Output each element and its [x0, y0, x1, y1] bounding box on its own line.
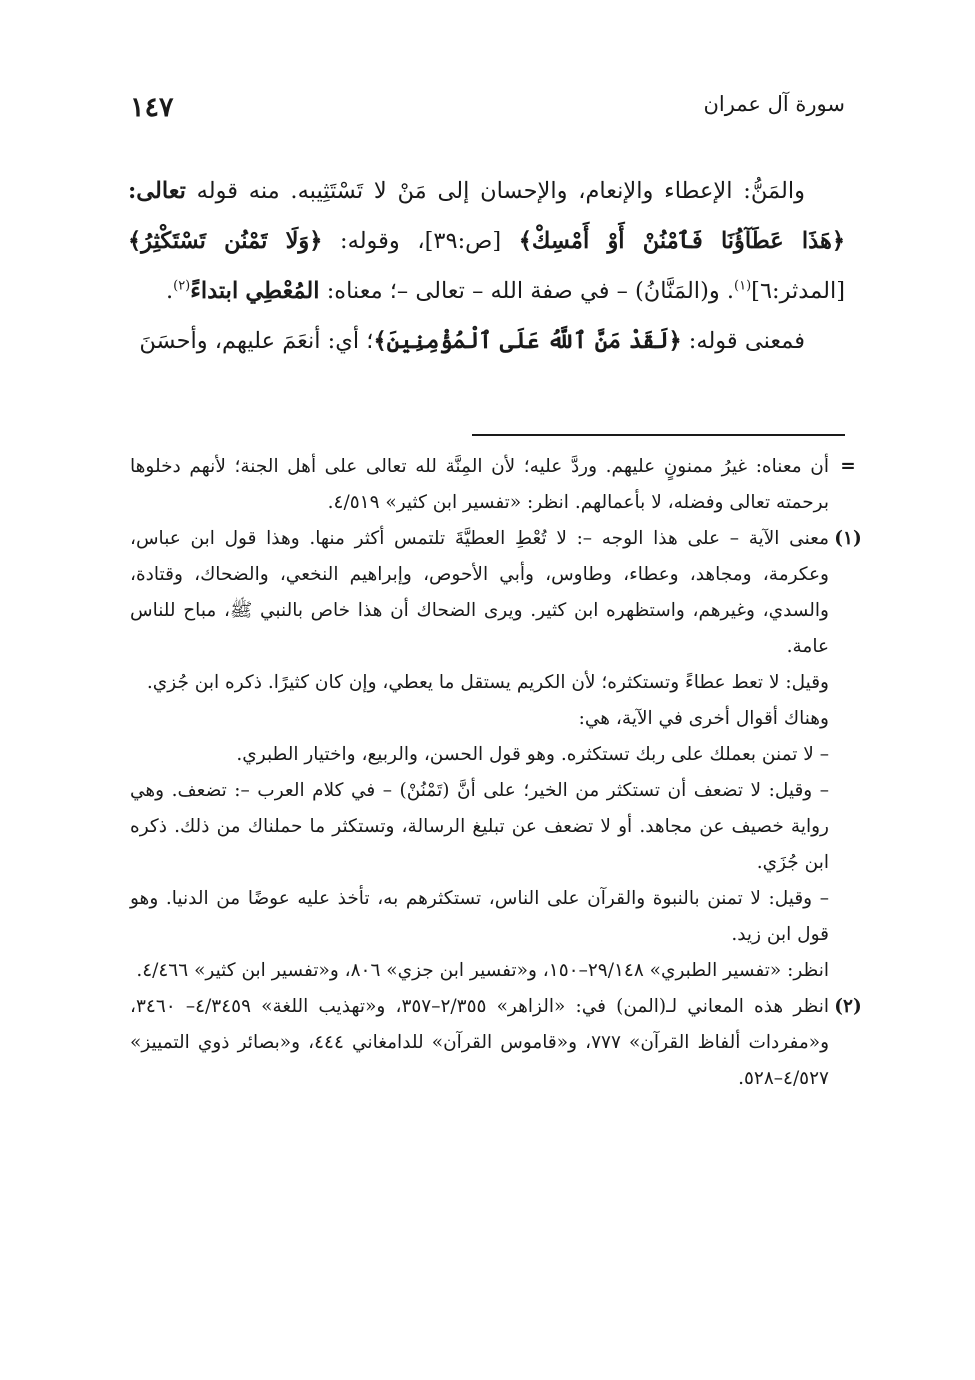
footnote-2	[130, 989, 863, 1097]
footnote-1-para-5: – وقيل: لا تضعف أن تستكثر من الخير؛ على أنَّ (تَمْنُنْ) – في كلام العرب –: تضعف. وهي رواية خصيف عن مجاهد. أو لا تضعف عن تبليغ الرسالة، وتستكثر ما حملناك من ذلك. ذكره ابن جُزَي.	[130, 780, 829, 873]
p1-end: .	[165, 278, 174, 304]
paragraph-2	[128, 316, 845, 366]
footnote-2-mark: (٢)	[834, 996, 862, 1017]
p1-taala: تعالى:	[128, 178, 186, 204]
p1-ref-2: [المدثر:٦]	[751, 278, 845, 304]
paragraph-1	[128, 166, 845, 316]
footnote-1-para-3: وهناك أقوال أخرى في الآية، هي:	[578, 708, 829, 729]
continuation-text: أن معناه: غيرُ ممنونٍ عليهم. وردَّ عليه؛ لأن المِنَّة لله تعالى على أهل الجنة؛ لأنهم دخلوها برحمته تعالى وفضله، لا بأعمالهم. انظر: «تفسير ابن كثير» ٤/٥١٩.	[130, 456, 829, 513]
footnote-1-para-6: – وقيل: لا تمنن بالنبوة والقرآن على الناس، تستكثرهم به، تأخذ عليه عوضًا من الدنيا. وهو قول ابن زيد.	[130, 888, 829, 945]
continuation-mark: =	[840, 456, 856, 477]
footnote-1-para-7: انظر: «تفسير الطبري» ٢٩/١٤٨–١٥٠، و«تفسير ابن جزي» ٨٠٦، و«تفسير ابن كثير» ٤/٤٦٦.	[136, 960, 829, 981]
page-number: ١٤٧	[130, 92, 174, 123]
p1-muti: المُعْطِي	[245, 278, 320, 304]
footnote-1-para-4: – لا تمنن بعملك على ربك تستكثره. وهو قول الحسن، والربيع، واختيار الطبري.	[236, 744, 829, 765]
p1-ref-1: [ص:٣٩]، وقوله:	[340, 228, 502, 254]
surah-title: سورة آل عمران	[703, 92, 845, 116]
p2-rest: ؛ أي: أنعَمَ عليهم، وأحسَنَ	[139, 328, 374, 354]
quran-verse-sad-39: ﴿هَذَا عَطَآؤُنَا فَٱمْنُنْ أَوْ أَمْسِكْ﴾	[518, 228, 846, 254]
quran-verse-muddaththir-6: ﴿وَلَا تَمْنُن تَسْتَكْثِرُ﴾	[128, 228, 323, 254]
footnote-1	[130, 521, 863, 989]
page-header	[130, 92, 845, 132]
p2-intro: فمعنى قوله:	[688, 328, 805, 354]
footnote-continuation	[130, 449, 863, 521]
p1-mannan: . و(المَنَّانُ) – في صفة الله – تعالى –؛ معناه:	[326, 278, 735, 304]
footnote-separator	[472, 434, 845, 436]
footnote-1-para-1: معنى الآية – على هذا الوجه –: لا تُعْطِ العطيَّةَ تلتمس أكثر منها. وهذا قول ابن عباس، وعكرمة، ومجاهد، وعطاء، وطاوس، وأبي الأحوص، وإبراهيم النخعي، والضحاك، وقتادة، والسدي، وغيرهم، واستظهره ابن كثير. ويرى الضحاك أن هذا خاص بالنبي ﷺ، مباح للناس عامة.	[130, 528, 829, 657]
footnote-ref-1[interactable]: (١)	[734, 278, 752, 294]
footnote-1-para-2: وقيل: لا تعط عطاءً وتستكثره؛ لأن الكريم يستقل ما يعطي، وإن كان كثيرًا. ذكره ابن جُزي.	[146, 672, 829, 693]
quran-verse-al-imran-164: ﴿لَقَدْ مَنَّ ٱللَّهُ عَلَى ٱلْمُؤْمِنِينَ﴾	[373, 328, 682, 354]
footnotes	[130, 449, 863, 1097]
main-text	[128, 166, 845, 366]
footnote-2-para-1: انظر هذه المعاني لـ(المن) في: «الزاهر» ٢/٣٥٥–٣٥٧، و«تهذيب اللغة» ٤/٣٤٥٩– ٣٤٦٠، و«مفردات ألفاظ القرآن» ٧٧٧، و«قاموس القرآن» للدامغاني ٤٤٤، و«بصائر ذوي التمييز» ٤/٥٢٧–٥٢٨.	[130, 996, 830, 1089]
p1-intro: والمَنُّ: الإعطاء والإنعام، والإحسان إلى مَنْ لا تَسْتَثِيبه. منه قوله	[196, 178, 805, 204]
footnote-1-mark: (١)	[834, 528, 862, 549]
p1-ibtida: ابتداءً	[190, 278, 239, 304]
footnote-ref-2[interactable]: (٢)	[173, 278, 191, 294]
